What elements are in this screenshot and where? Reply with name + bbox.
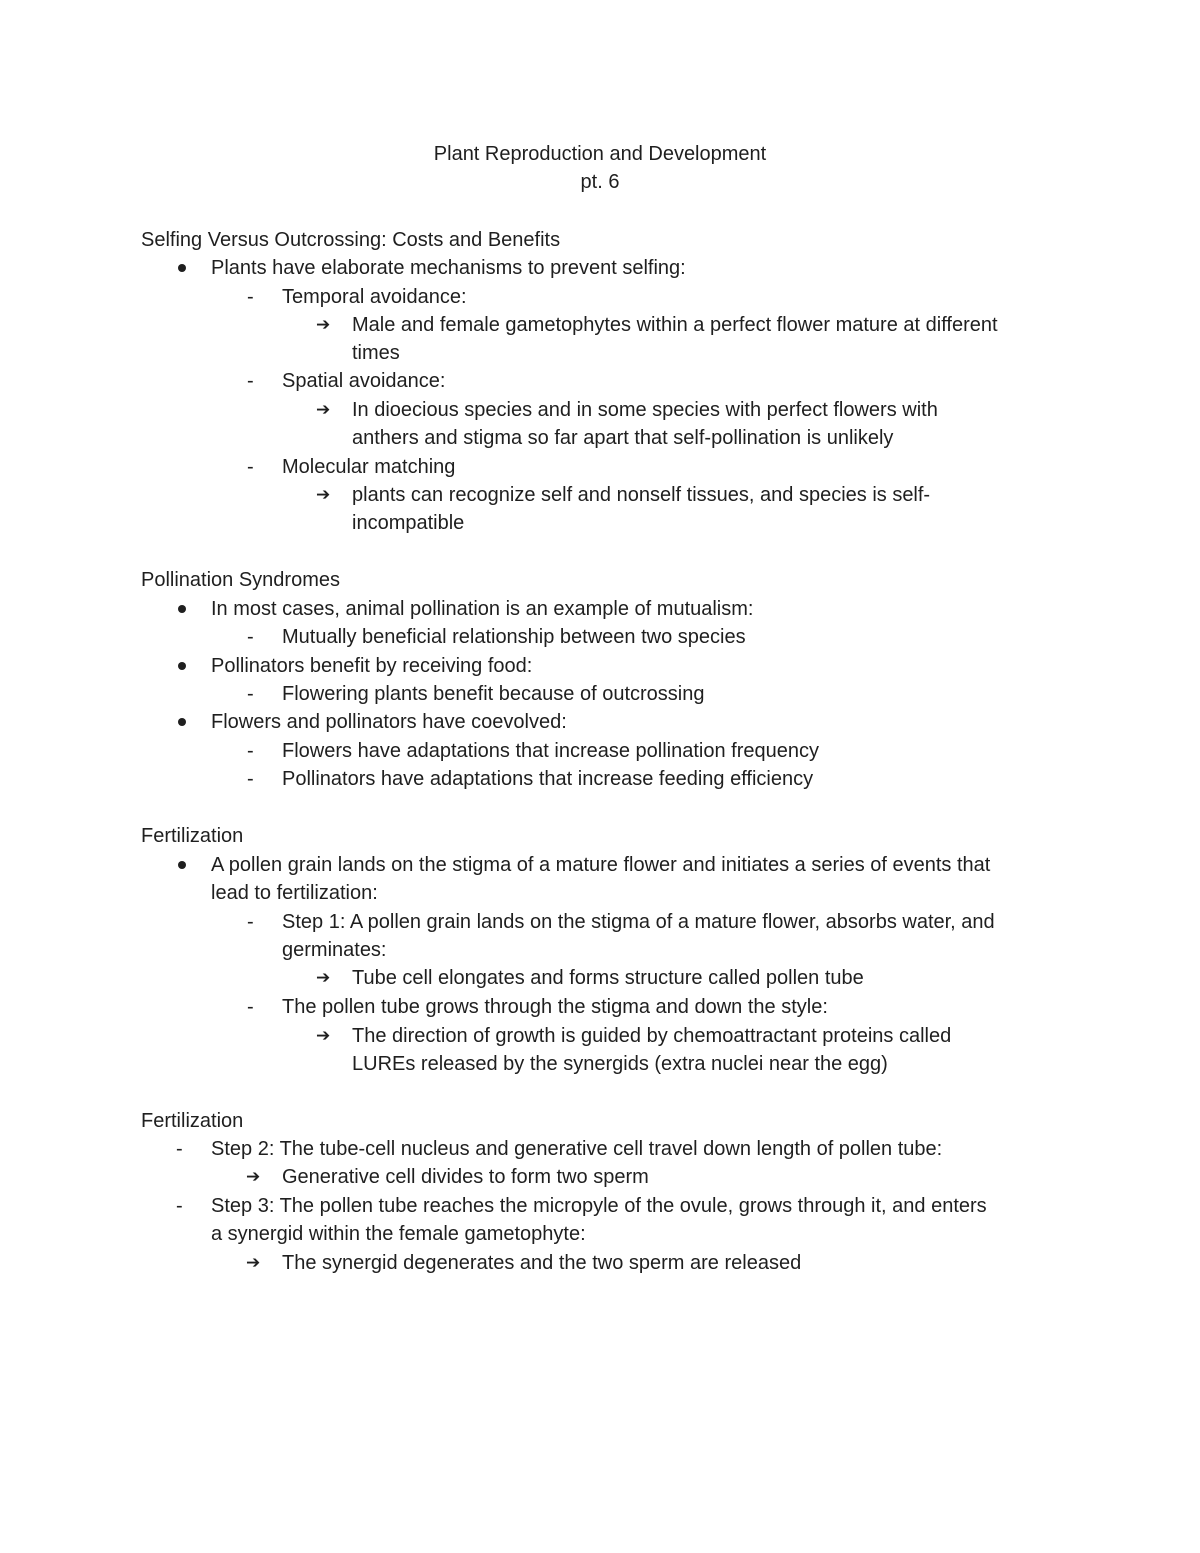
bullet-dot-icon bbox=[178, 264, 186, 272]
document-subtitle: pt. 6 bbox=[580, 171, 620, 193]
list-item: A pollen grain lands on the stigma of a mature flower and initiates a series of events that bbox=[211, 854, 991, 876]
list-item-continuation: incompatible bbox=[352, 512, 465, 534]
list-item: The synergid degenerates and the two sperm are released bbox=[282, 1252, 802, 1274]
arrow-icon: ➔ bbox=[316, 315, 331, 335]
section-heading-fertilization: Fertilization bbox=[141, 825, 244, 847]
arrow-icon: ➔ bbox=[316, 485, 331, 505]
list-item: Pollinators benefit by receiving food: bbox=[211, 655, 533, 677]
dash-marker: - bbox=[247, 911, 254, 933]
arrow-icon: ➔ bbox=[316, 1026, 331, 1046]
dash-marker: - bbox=[247, 370, 254, 392]
dash-marker: - bbox=[247, 740, 254, 762]
list-item-continuation: LUREs released by the synergids (extra nuclei near the egg) bbox=[352, 1053, 888, 1075]
list-item: Spatial avoidance: bbox=[282, 370, 446, 392]
section-heading-pollination: Pollination Syndromes bbox=[141, 569, 340, 591]
list-item: Generative cell divides to form two sperm bbox=[282, 1166, 649, 1188]
list-item: plants can recognize self and nonself tissues, and species is self- bbox=[352, 484, 931, 506]
dash-marker: - bbox=[176, 1138, 183, 1160]
list-item: The direction of growth is guided by chemoattractant proteins called bbox=[352, 1025, 952, 1047]
list-item: The pollen tube grows through the stigma and down the style: bbox=[282, 996, 828, 1018]
arrow-icon: ➔ bbox=[246, 1253, 261, 1273]
arrow-icon: ➔ bbox=[246, 1167, 261, 1187]
list-item: Flowering plants benefit because of outcrossing bbox=[282, 683, 705, 705]
list-item: In dioecious species and in some species with perfect flowers with bbox=[352, 399, 938, 421]
list-item: Molecular matching bbox=[282, 456, 456, 478]
list-item: Step 1: A pollen grain lands on the stigma of a mature flower, absorbs water, and bbox=[282, 911, 995, 933]
dash-marker: - bbox=[247, 456, 254, 478]
list-item: Plants have elaborate mechanisms to prevent selfing: bbox=[211, 257, 686, 279]
arrow-icon: ➔ bbox=[316, 968, 331, 988]
list-item: Step 2: The tube-cell nucleus and generative cell travel down length of pollen tube: bbox=[211, 1138, 943, 1160]
section-heading-selfing: Selfing Versus Outcrossing: Costs and Benefits bbox=[141, 229, 561, 251]
list-item: Pollinators have adaptations that increase feeding efficiency bbox=[282, 768, 814, 790]
document-title: Plant Reproduction and Development bbox=[433, 143, 767, 165]
dash-marker: - bbox=[176, 1195, 183, 1217]
list-item: Flowers have adaptations that increase pollination frequency bbox=[282, 740, 819, 762]
bullet-dot-icon bbox=[178, 605, 186, 613]
dash-marker: - bbox=[247, 996, 254, 1018]
bullet-dot-icon bbox=[178, 662, 186, 670]
list-item: In most cases, animal pollination is an example of mutualism: bbox=[211, 598, 754, 620]
list-item: Tube cell elongates and forms structure called pollen tube bbox=[352, 967, 864, 989]
list-item-continuation: lead to fertilization: bbox=[211, 882, 378, 904]
list-item: Mutually beneficial relationship between two species bbox=[282, 626, 746, 648]
list-item: Male and female gametophytes within a perfect flower mature at different bbox=[352, 314, 998, 336]
dash-marker: - bbox=[247, 626, 254, 648]
list-item: Temporal avoidance: bbox=[282, 286, 467, 308]
dash-marker: - bbox=[247, 768, 254, 790]
list-item-continuation: times bbox=[352, 342, 400, 364]
dash-marker: - bbox=[247, 286, 254, 308]
list-item-continuation: a synergid within the female gametophyte: bbox=[211, 1223, 586, 1245]
section-heading-fertilization-2: Fertilization bbox=[141, 1110, 244, 1132]
list-item: Step 3: The pollen tube reaches the micropyle of the ovule, grows through it, and enters bbox=[211, 1195, 987, 1217]
bullet-dot-icon bbox=[178, 718, 186, 726]
arrow-icon: ➔ bbox=[316, 400, 331, 420]
list-item-continuation: anthers and stigma so far apart that self-pollination is unlikely bbox=[352, 427, 894, 449]
dash-marker: - bbox=[247, 683, 254, 705]
list-item-continuation: germinates: bbox=[282, 939, 387, 961]
bullet-dot-icon bbox=[178, 861, 186, 869]
list-item: Flowers and pollinators have coevolved: bbox=[211, 711, 567, 733]
